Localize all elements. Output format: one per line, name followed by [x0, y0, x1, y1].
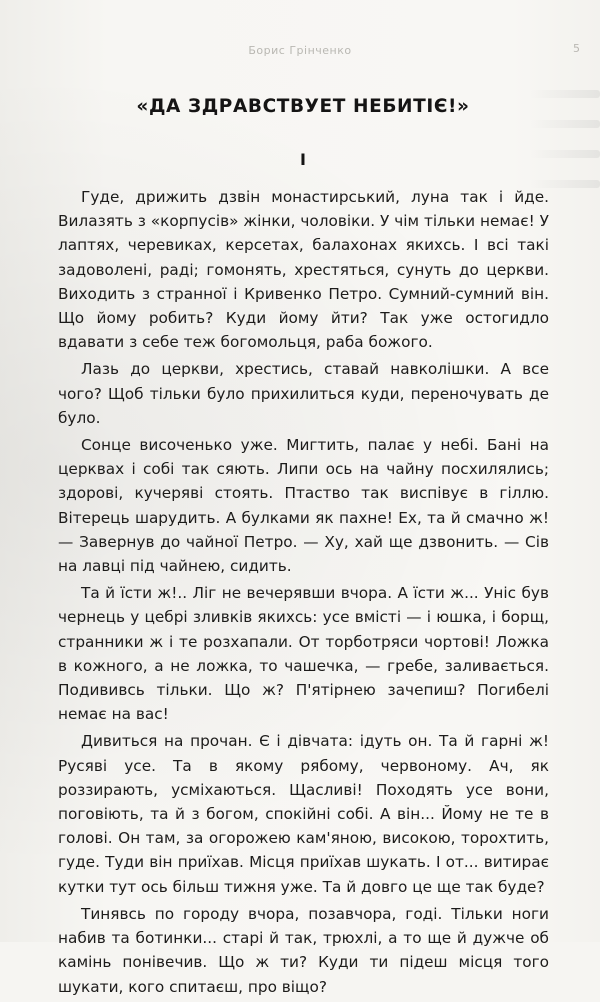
show-through-line	[530, 120, 600, 128]
chapter-number: I	[300, 150, 306, 169]
paragraph: Та й їсти ж!.. Ліг не вечерявши вчора. А їсти ж... Уніс був чернець у цебрі зливків якихсь: усе вмісті — і юшка, і борщ, странники ж і те розхапали. От торботряси чортові! Ложка в кожного, а не ложка, то чашечка, — гребе, заливається. Подививсь тільки. Що ж? П'ятірнею зачепиш? Погибелі немає на вас!	[58, 584, 549, 724]
paragraph: Дивиться на прочан. Є і дівчата: ідуть он. Та й гарні ж! Русяві усе. Та в якому рябому, червоному. Ач, як роззирають, усміхаються. Щасливі! Походять усе вони, поговіють, та й з богом, спокійні собі. А він... Йому не те в голові. Он там, за огорожею кам'яною, високою, торохтить, гуде. Туди він приїхав. Місця приїхав шукать. І от... витирає кутки тут ось більш тижня уже. Та й довго це ще так буде?	[58, 732, 549, 896]
body-text	[58, 185, 549, 1002]
paragraph: Лазь до церкви, хрестись, ставай навколішки. А все чого? Щоб тільки було прихилиться куди, переночувать де було.	[58, 360, 549, 427]
paragraph: Сонце височенько уже. Мигтить, палає у небі. Бані на церквах і собі так сяють. Липи ось на чайну посхилялись; здорові, кучеряві стоять. Птаство так виспівує в гіллю. Вітерець шарудить. А булками як пахне! Ех, та й смачно ж! — Завернув до чайної Петро. — Ху, хай ще дзвонить. — Сів на лавці під чайнею, сидить.	[58, 436, 549, 576]
paragraph: Гуде, дрижить дзвін монастирський, луна так і йде. Вилазять з «корпусів» жінки, чоловіки. У чім тільки немає! У лаптях, черевиках, керсетах, балахонах якихсь. І всі такі задоволені, раді; гомонять, хрестяться, сунуть до церкви. Виходить з странної і Кривенко Петро. Сумний-сумний він. Що йому робить? Куди йому йти? Так уже остогидло вдавати з себе теж богомольця, раба божого.	[58, 188, 549, 352]
paragraph: Тинявсь по городу вчора, позавчора, годі. Тільки ноги набив та ботинки... старі й так, трюхлі, а то ще й дужче об камінь понівечив. Що ж ти? Куди ти підеш місця того шукати, кого спитаєш, про віщо?	[58, 904, 549, 996]
running-head: Борис Грінченко	[248, 44, 352, 57]
page-number: 5	[573, 42, 580, 55]
story-title: «ДА ЗДРАВСТВУЕТ НЕБИТІЄ!»	[136, 96, 470, 117]
